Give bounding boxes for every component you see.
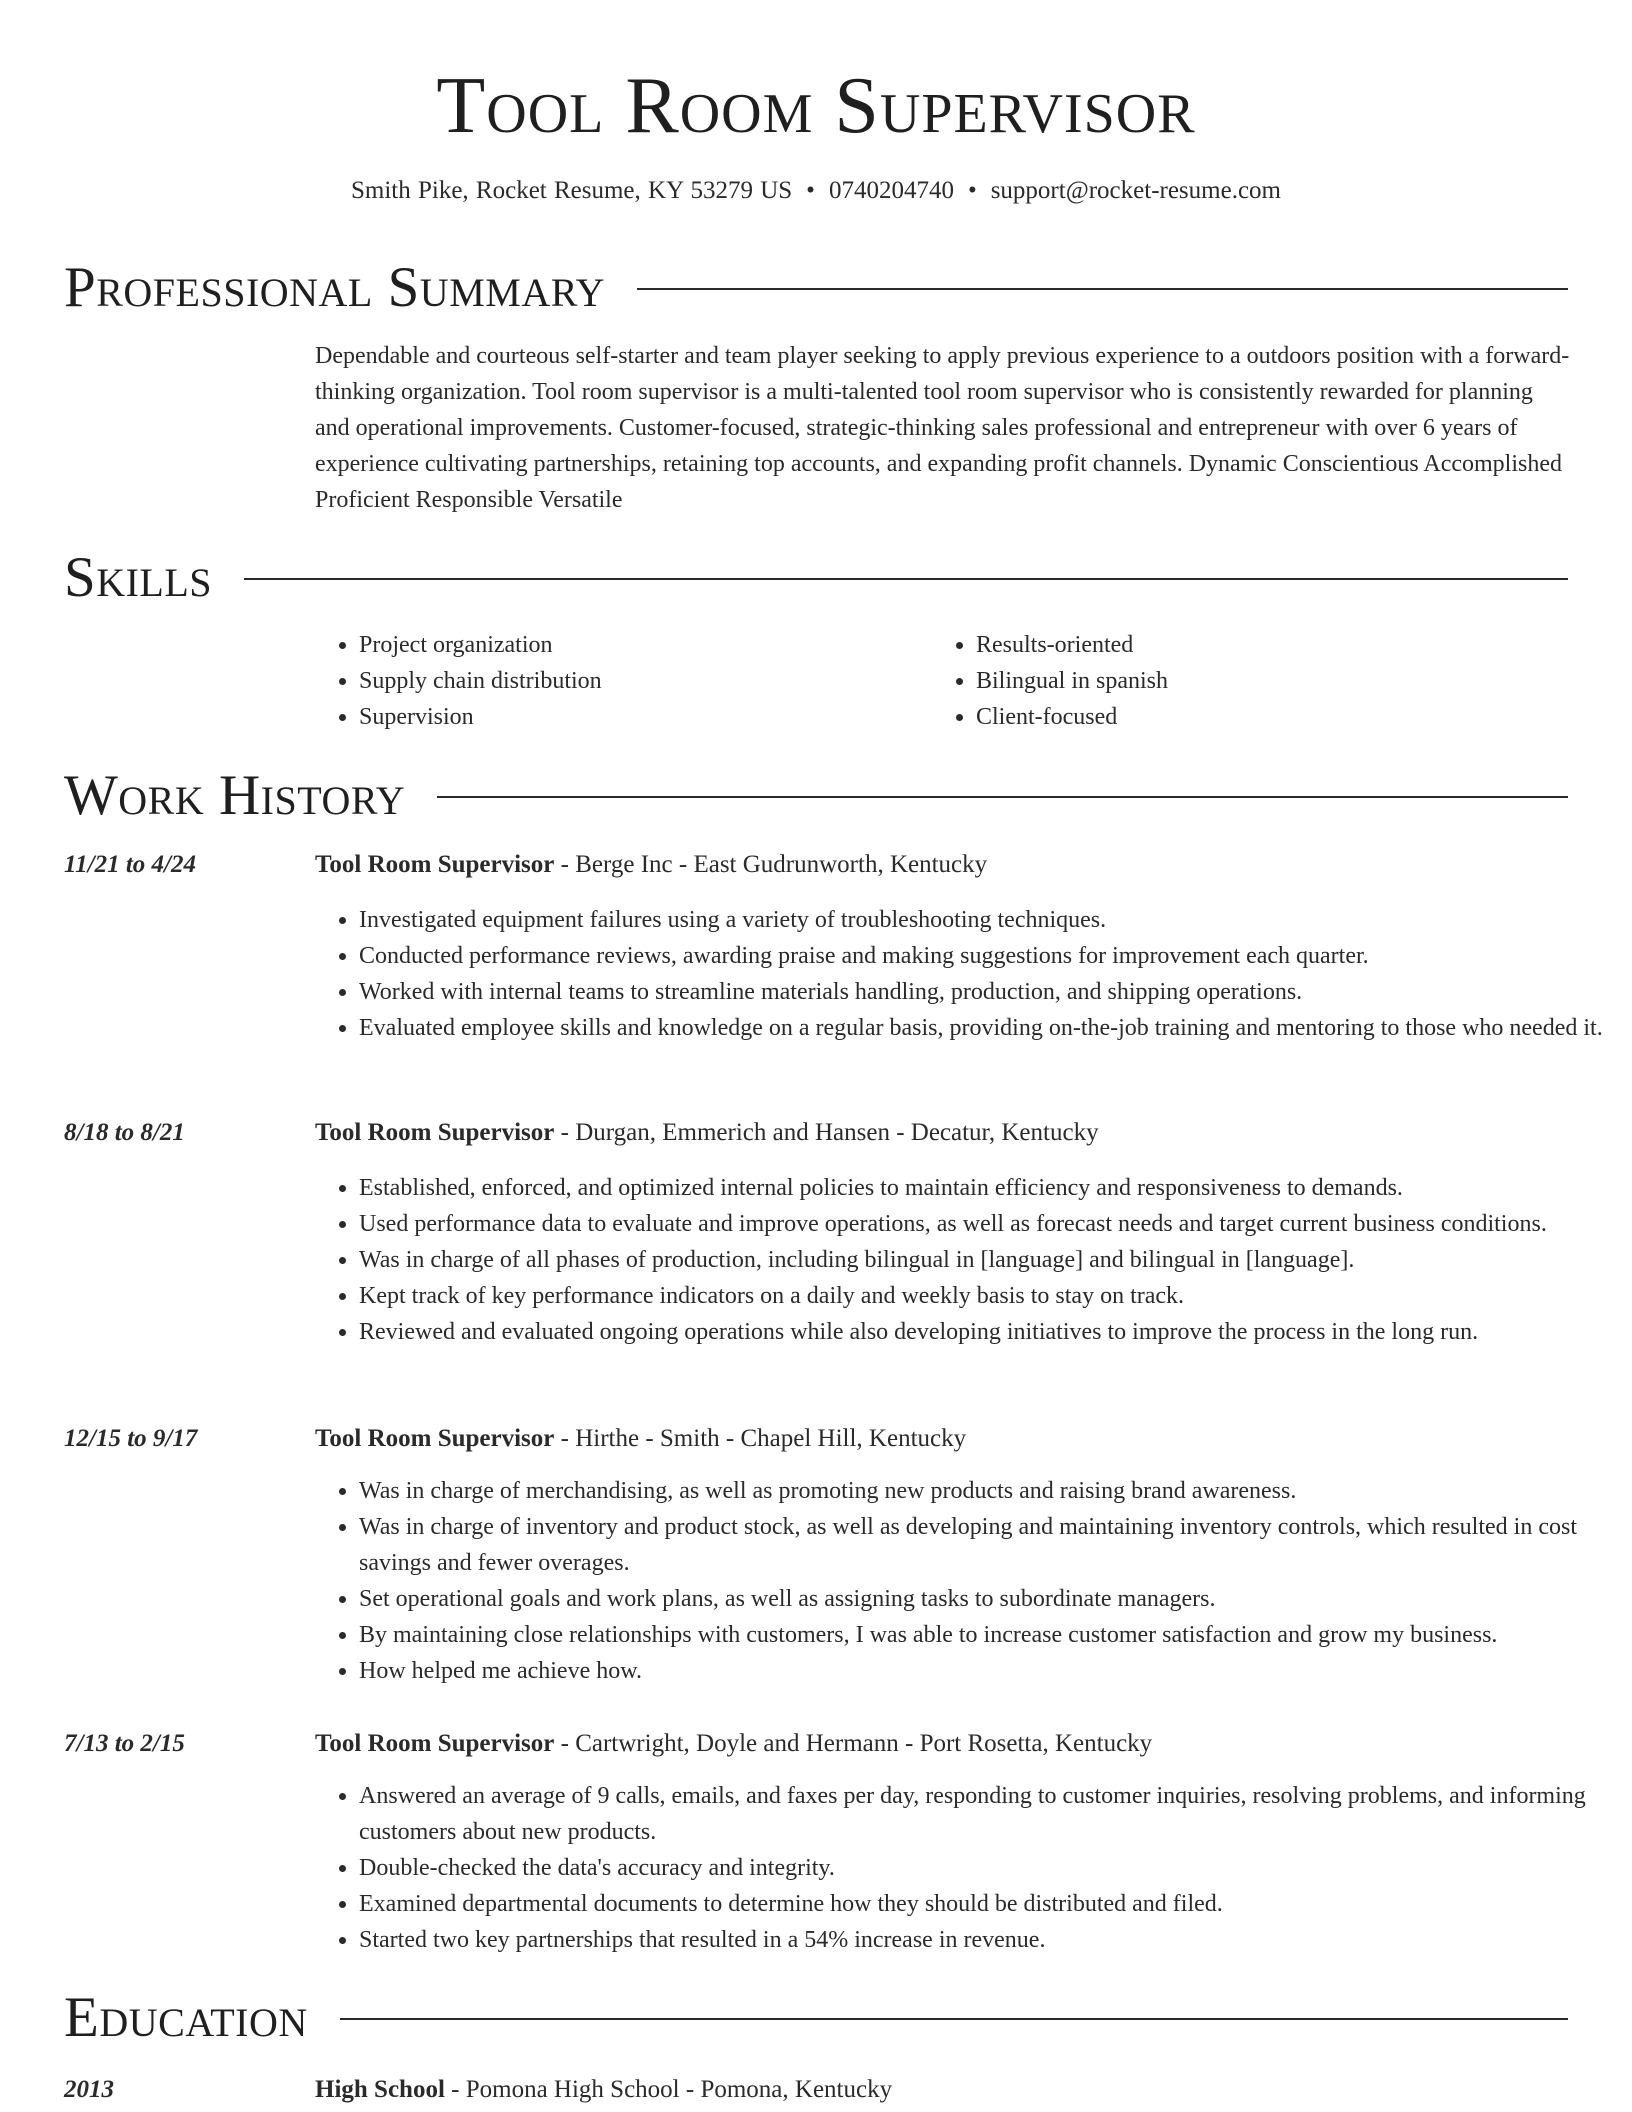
section-divider [437, 796, 1568, 798]
job-bullets [315, 1170, 1632, 1350]
job-details: - Berge Inc - East Gudrunworth, Kentucky [554, 851, 988, 878]
job-bullet: • Reviewed and evaluated ongoing operations while also developing initiatives to improve the process in the long run. [359, 1314, 1632, 1350]
job-bullet: • How helped me achieve how. [359, 1653, 1632, 1689]
section-divider [340, 2018, 1568, 2020]
job-bullets [315, 1473, 1632, 1689]
job-bullet: • Investigated equipment failures using a variety of troubleshooting techniques. [359, 902, 1632, 938]
skill-item: • Client-focused [976, 699, 1168, 735]
section-header-summary [64, 256, 1568, 320]
job-role: Tool Room Supervisor [315, 1730, 555, 1757]
section-title: Professional Summary [64, 256, 606, 319]
skill-item: • Project organization [359, 627, 602, 663]
section-title: Work History [64, 764, 406, 827]
section-title: Education [64, 1986, 308, 2049]
job-bullet: • Established, enforced, and optimized internal policies to maintain efficiency and responsiveness to demands. [359, 1170, 1632, 1206]
job-details: - Durgan, Emmerich and Hansen - Decatur, Kentucky [554, 1119, 1099, 1146]
section-divider [637, 288, 1568, 290]
job-bullet: • Was in charge of inventory and product stock, as well as developing and maintaining inventory controls, which resulted in cost savings and fewer overages. [359, 1509, 1632, 1581]
job-dates: 7/13 to 2/15 [64, 1730, 185, 1757]
job-bullet: • Set operational goals and work plans, as well as assigning tasks to subordinate managers. [359, 1581, 1632, 1617]
contact-email[interactable]: support@rocket-resume.com [990, 177, 1281, 204]
job-role: Tool Room Supervisor [315, 1425, 555, 1452]
contact-line [0, 174, 1632, 208]
skill-item: • Supply chain distribution [359, 663, 602, 699]
section-header-work-history [64, 764, 1568, 828]
job-bullet: • Answered an average of 9 calls, emails, and faxes per day, responding to customer inquiries, resolving problems, and informing customers about new products. [359, 1778, 1632, 1850]
job-bullet: • By maintaining close relationships with customers, I was able to increase customer satisfaction and grow my business. [359, 1617, 1632, 1653]
section-header-education [64, 1986, 1568, 2050]
candidate-name: Tool Room Supervisor [436, 62, 1196, 150]
contact-separator: • [967, 177, 977, 204]
job-heading [315, 1421, 966, 1457]
contact-address: Smith Pike, Rocket Resume, KY 53279 US [350, 177, 793, 204]
skill-item: • Supervision [359, 699, 602, 735]
job-bullets [315, 902, 1632, 1046]
education-degree: High School [315, 2076, 445, 2103]
section-title: Skills [64, 546, 213, 609]
job-bullet: • Worked with internal teams to streamline materials handling, production, and shipping operations. [359, 974, 1632, 1010]
education-heading [315, 2072, 892, 2108]
job-bullet: • Was in charge of merchandising, as well as promoting new products and raising brand awareness. [359, 1473, 1632, 1509]
skill-item: • Results-oriented [976, 627, 1168, 663]
summary-text: Dependable and courteous self-starter and team player seeking to apply previous experience to a outdoors position with a forward-thinking organization. Tool room supervisor is a multi-talented tool room supervisor who is consistently rewarded for planning and operational improvements. Customer-focused, strategic-thinking sales professional and entrepreneur with over 6 years of experience cultivating partnerships, retaining top accounts, and expanding profit channels. Dynamic Conscientious Accomplished Proficient Responsible Versatile [315, 343, 1570, 513]
job-heading [315, 1726, 1152, 1762]
section-header-skills [64, 546, 1568, 610]
job-dates: 12/15 to 9/17 [64, 1425, 198, 1452]
job-bullet: • Double-checked the data's accuracy and integrity. [359, 1850, 1632, 1886]
job-bullets [315, 1778, 1632, 1958]
skill-item: • Bilingual in spanish [976, 663, 1168, 699]
job-bullet: • Conducted performance reviews, awarding praise and making suggestions for improvement each quarter. [359, 938, 1632, 974]
section-divider [244, 578, 1568, 580]
contact-phone[interactable]: 0740204740 [828, 177, 954, 204]
job-details: - Cartwright, Doyle and Hermann - Port Rosetta, Kentucky [554, 1730, 1153, 1757]
job-bullet: • Evaluated employee skills and knowledge on a regular basis, providing on-the-job training and mentoring to those who needed it. [359, 1010, 1632, 1046]
job-bullet: • Examined departmental documents to determine how they should be distributed and filed. [359, 1886, 1632, 1922]
job-heading [315, 847, 987, 883]
skills-list-left [315, 627, 602, 735]
job-dates: 11/21 to 4/24 [64, 851, 196, 878]
job-bullet: • Used performance data to evaluate and improve operations, as well as forecast needs and target current business conditions. [359, 1206, 1632, 1242]
job-bullet: • Was in charge of all phases of production, including bilingual in [language] and bilingual in [language]. [359, 1242, 1632, 1278]
job-role: Tool Room Supervisor [315, 1119, 555, 1146]
education-year: 2013 [64, 2076, 114, 2103]
job-heading [315, 1115, 1099, 1151]
job-dates: 8/18 to 8/21 [64, 1119, 185, 1146]
education-details: - Pomona High School - Pomona, Kentucky [444, 2076, 893, 2103]
job-bullet: • Kept track of key performance indicators on a daily and weekly basis to stay on track. [359, 1278, 1632, 1314]
contact-separator: • [806, 177, 815, 204]
job-bullet: • Started two key partnerships that resulted in a 54% increase in revenue. [359, 1922, 1632, 1958]
skills-list-right [932, 627, 1168, 735]
job-details: - Hirthe - Smith - Chapel Hill, Kentucky [554, 1425, 967, 1452]
job-role: Tool Room Supervisor [315, 851, 555, 878]
